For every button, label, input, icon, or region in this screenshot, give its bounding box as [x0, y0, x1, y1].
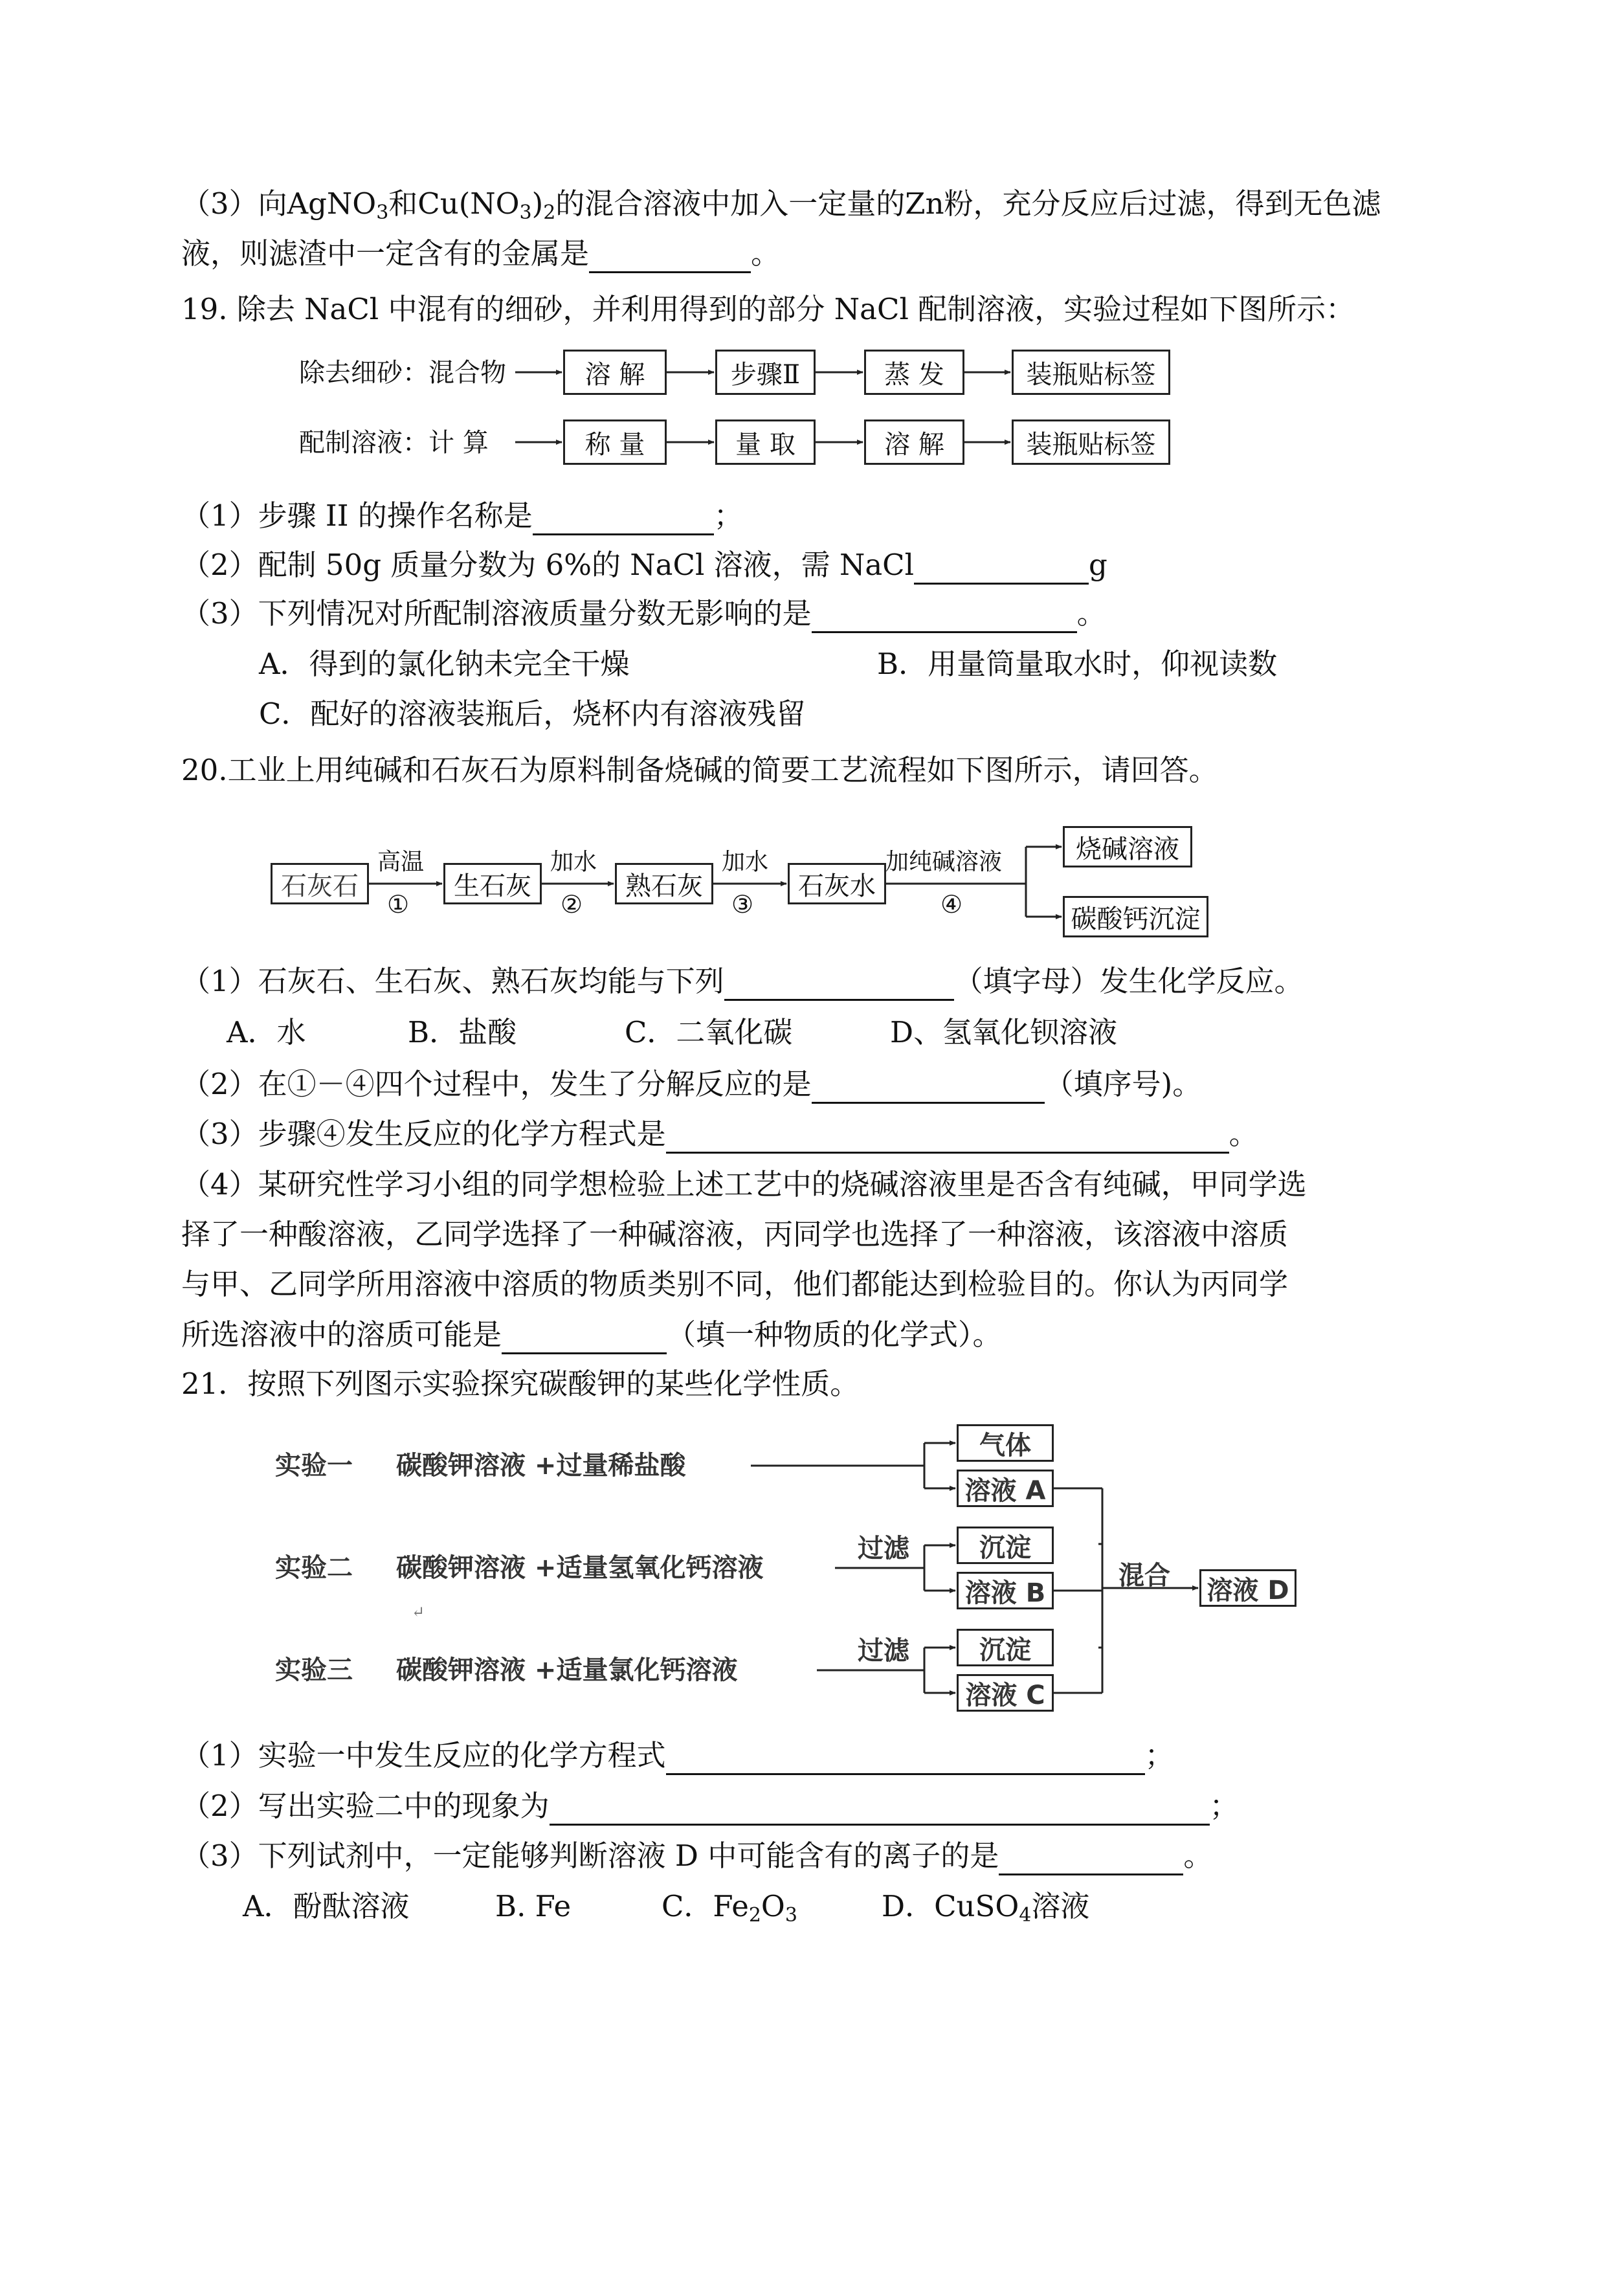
q20-step-num-2: ② — [561, 890, 583, 919]
q20-opt-c: C．二氧化碳 — [625, 1015, 793, 1049]
q19-sub1: （1）步骤 II 的操作名称是 ； — [181, 497, 743, 535]
q21-option-a: A．酚酞溶液 — [243, 1889, 410, 1923]
q19-box-dissolve: 溶 解 — [563, 350, 667, 395]
q21-exp2-text: 碳酸钾溶液 +适量氢氧化钙溶液 — [396, 1553, 764, 1583]
q21-box-solution-d: 溶液 D — [1199, 1569, 1296, 1607]
q20-sub3: （3）步骤④发生反应的化学方程式是 。 — [181, 1115, 1258, 1154]
q20-sub4-line4: 所选溶液中的溶质可能是 （填一种物质的化学式）。 — [181, 1315, 1002, 1354]
q21-stray-return-mark: ↵ — [412, 1603, 425, 1621]
q20-step-num-1: ① — [387, 890, 410, 919]
q21-box-precipitate-b: 沉淀 — [957, 1527, 1054, 1564]
q21-box-gas: 气体 — [957, 1424, 1054, 1462]
q19-option-b: B．用量筒量取水时，仰视读数 — [877, 647, 1278, 681]
q19-box-weigh: 称 量 — [563, 419, 667, 465]
q19-sub2: （2）配制 50g 质量分数为 6%的 NaCl 溶液，需 NaCl g — [181, 546, 1107, 585]
q20-opt-d: D、氢氧化钡溶液 — [890, 1015, 1118, 1049]
q20-sub2: （2）在①－④四个过程中，发生了分解反应的是 （填序号)。 — [181, 1065, 1201, 1104]
q20-box-caco3-precipitate: 碳酸钙沉淀 — [1063, 896, 1208, 937]
q19-box-evaporate: 蒸 发 — [864, 350, 964, 395]
q21-filter-label-3: 过滤 — [858, 1636, 909, 1666]
q20-arrow-label-4: 加纯碱溶液 — [885, 849, 1003, 875]
q21-sub1: （1）实验一中发生反应的化学方程式 ； — [181, 1736, 1174, 1775]
q18-line-2: 液，则滤渣中一定含有的金属是 。 — [181, 234, 780, 273]
q21-option-b: B. Fe — [495, 1889, 572, 1923]
q21-box-precipitate-c: 沉淀 — [957, 1629, 1054, 1666]
q19-option-c: C．配好的溶液装瓶后，烧杯内有溶液残留 — [259, 697, 806, 731]
q20-sub1: （1）石灰石、生石灰、熟石灰均能与下列 （填字母）发生化学反应。 — [181, 962, 1304, 1001]
q21-exp3-text: 碳酸钾溶液 +适量氯化钙溶液 — [396, 1655, 738, 1685]
q21-box-solution-b: 溶液 B — [957, 1572, 1054, 1609]
q19-box-bottle-label-1: 装瓶贴标签 — [1012, 350, 1170, 395]
q20-opt-a: A．水 — [227, 1015, 306, 1049]
q20-box-quicklime: 生石灰 — [443, 863, 542, 904]
q21-sub3: （3）下列试剂中，一定能够判断溶液 D 中可能含有的离子的是 。 — [181, 1837, 1212, 1875]
q19-box-dissolve-2: 溶 解 — [864, 419, 964, 465]
q21-exp1-text: 碳酸钾溶液 +过量稀盐酸 — [396, 1451, 686, 1481]
q19-box-measure: 量 取 — [715, 419, 816, 465]
q20-arrow-label-3: 加水 — [722, 849, 769, 875]
q21-filter-label-2: 过滤 — [858, 1534, 909, 1563]
q20-sub4-line1: （4）某研究性学习小组的同学想检验上述工艺中的烧碱溶液里是否含有纯碱，甲同学选 — [181, 1167, 1307, 1202]
q20-sub4-line3: 与甲、乙同学所用溶液中溶质的物质类别不同，他们都能达到检验目的。你认为丙同学 — [181, 1267, 1289, 1301]
q20-stem: 20.工业上用纯碱和石灰石为原料制备烧碱的简要工艺流程如下图所示，请回答。 — [181, 753, 1218, 787]
q20-arrow-label-2: 加水 — [550, 849, 597, 875]
q21-exp1-name: 实验一 — [275, 1451, 353, 1481]
q20-step-num-4: ④ — [940, 890, 963, 919]
q20-sub4-line2: 择了一种酸溶液，乙同学选择了一种碱溶液，丙同学也选择了一种溶液，该溶液中溶质 — [181, 1217, 1289, 1251]
q19-box-bottle-label-2: 装瓶贴标签 — [1012, 419, 1170, 465]
q21-exp3-name: 实验三 — [275, 1655, 353, 1685]
q20-box-limewater: 石灰水 — [788, 863, 886, 904]
q19-sub3: （3）下列情况对所配制溶液质量分数无影响的是 。 — [181, 594, 1106, 633]
q19-row1-label: 除去细砂：混合物 — [299, 358, 506, 388]
q21-stem: 21．按照下列图示实验探究碳酸钾的某些化学性质。 — [181, 1367, 860, 1401]
q21-box-solution-c: 溶液 C — [957, 1674, 1054, 1712]
q20-box-slaked-lime: 熟石灰 — [615, 863, 713, 904]
q20-opt-b: B．盐酸 — [408, 1015, 517, 1049]
q19-stem: 19. 除去 NaCl 中混有的细砂，并利用得到的部分 NaCl 配制溶液，实验过程如下图所示： — [181, 292, 1355, 326]
q20-box-limestone: 石灰石 — [271, 863, 369, 904]
q21-box-solution-a: 溶液 A — [957, 1470, 1054, 1507]
q19-option-a: A．得到的氯化钠未完全干燥 — [259, 647, 630, 681]
q20-arrow-label-1: 高温 — [377, 849, 425, 875]
q21-exp2-name: 实验二 — [275, 1553, 353, 1583]
q21-mix-label: 混合 — [1118, 1561, 1170, 1591]
q19-row2-label: 配制溶液：计 算 — [299, 428, 489, 458]
q21-option-c: C．$Fe_2O_3$ — [662, 1889, 797, 1927]
q21-sub2: （2）写出实验二中的现象为 ； — [181, 1787, 1239, 1826]
q20-box-caustic-soda: 烧碱溶液 — [1063, 826, 1192, 867]
q18-line-1: （3）向AgNO$_3$和$Cu(NO_3)_2$的混合溶液中加入一定量的Zn粉，充分反应后过滤，得到无色滤 — [181, 186, 1381, 224]
q20-step-num-3: ③ — [731, 890, 754, 919]
q19-box-step2: 步骤Ⅱ — [715, 350, 816, 395]
q21-option-d: D．CuSO$_4$溶液 — [882, 1889, 1090, 1927]
